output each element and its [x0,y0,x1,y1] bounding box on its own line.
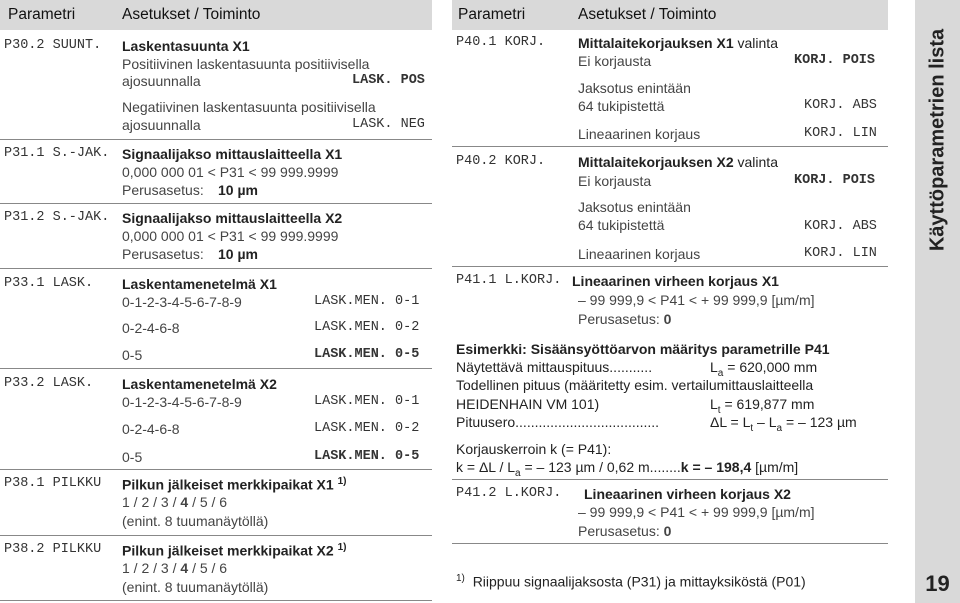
divider [0,535,432,536]
p31-2-title: Signaalijakso mittauslaitteella X2 [122,210,343,226]
p40-2-opt3: Lineaarinen korjaus [578,246,701,262]
p41-2-default: Perusasetus: 0 [578,523,672,539]
example-line-2: Todellinen pituus (määritetty esim. vertailumittauslaitteella [456,377,814,393]
example-title: Esimerkki: Sisäänsyöttöarvon määritys parametrille P41 [456,341,830,357]
p31-2-range: 0,000 000 01 < P31 < 99 999.9999 [122,228,339,244]
page-number: 19 [925,571,950,596]
p33-1-opt1: 0-1-2-3-4-5-6-7-8-9 [122,294,242,310]
example-line-3-value: $L_t = 619,877$ mm [710,396,815,416]
right-header-param: Parametri [458,6,526,23]
example-line-3: HEIDENHAIN VM 101) [456,396,600,412]
p40-2-val3: KORJ. LIN [804,246,877,261]
p33-2-val3: LASK.MEN. 0-5 [314,449,420,464]
example-line-5: Korjauskerroin k (= P41): [456,441,612,457]
p40-2-opt2b: 64 tukipistettä [578,217,665,233]
p33-1-val2: LASK.MEN. 0-2 [314,320,420,335]
footnote-text: Riippuu signaalijaksosta (P31) ja mittayksiköstä (P01) [472,573,806,590]
divider [452,543,888,544]
p38-2-title: Pilkun jälkeiset merkkipaikat X2 $^{1)}$ [122,542,347,559]
p40-1-opt2a: Jaksotus enintään [578,80,691,96]
p33-2-opt1: 0-1-2-3-4-5-6-7-8-9 [122,394,242,410]
left-header-settings: Asetukset / Toiminto [122,6,261,23]
p30-pos-text2: ajosuunnalla [122,73,201,89]
p40-1-opt1: Ei korjausta [578,53,652,69]
p33-1-opt2: 0-2-4-6-8 [122,320,180,336]
p33-1-val3: LASK.MEN. 0-5 [314,347,420,362]
example-line-1-value: $L_a = 620,000$ mm [710,359,818,379]
footnote-mark: 1) [456,573,465,584]
divider [452,266,888,267]
right-header-settings: Asetukset / Toiminto [578,6,717,23]
example-line-4-value: $\Delta L = L_t - L_a$ = – 123 µm [710,414,857,434]
p40-1-code: P40.1 KORJ. [456,35,546,50]
p31-1-title: Signaalijakso mittauslaitteella X1 [122,146,343,162]
p38-2-code: P38.2 PILKKU [4,542,102,557]
p40-2-title: Mittalaitekorjauksen X2 valinta [578,154,778,170]
left-header-param: Parametri [8,6,76,23]
p33-2-opt3: 0-5 [122,449,143,465]
p30-neg-value: LASK. NEG [352,117,425,132]
p31-1-code: P31.1 S.-JAK. [4,146,110,161]
p30-neg-text1: Negatiivinen laskentasuunta positiivisella [122,99,376,115]
p40-1-title: Mittalaitekorjauksen X1 valinta [578,35,778,51]
p41-1-code: P41.1 L.KORJ. [456,273,562,288]
chapter-sidebar [915,0,960,603]
p30-code: P30.2 SUUNT. [4,38,102,53]
p40-2-code: P40.2 KORJ. [456,154,546,169]
p40-1-val3: KORJ. LIN [804,126,877,141]
p33-1-code: P33.1 LASK. [4,276,94,291]
p40-2-val1: KORJ. POIS [794,173,876,188]
divider [0,203,432,204]
p40-1-opt3: Lineaarinen korjaus [578,126,701,142]
p41-1-title: Lineaarinen virheen korjaus X1 [572,273,779,289]
p33-2-opt2: 0-2-4-6-8 [122,421,180,437]
p40-1-opt2b: 64 tukipistettä [578,98,665,114]
p33-1-val1: LASK.MEN. 0-1 [314,294,420,309]
example-line-4: Pituusero..................................... [456,414,660,430]
p41-1-range: – 99 999,9 < P41 < + 99 999,9 [µm/m] [578,292,815,308]
divider [0,268,432,269]
p41-1-default: Perusasetus: 0 [578,311,672,327]
p31-2-code: P31.2 S.-JAK. [4,210,110,225]
left-table-header [0,0,432,30]
example-line-1: Näytettävä mittauspituus........... [456,359,653,375]
p38-1-title: Pilkun jälkeiset merkkipaikat X1 $^{1)}$ [122,476,347,493]
p33-2-val1: LASK.MEN. 0-1 [314,394,420,409]
chapter-title: Käyttöparametrien lista [926,28,948,252]
p33-1-title: Laskentamenetelmä X1 [122,276,277,292]
divider [0,600,432,601]
p33-1-opt3: 0-5 [122,347,143,363]
p30-pos-text1: Positiivinen laskentasuunta positiivisella [122,56,370,72]
p38-1-note: (enint. 8 tuumanäytöllä) [122,513,269,529]
p40-2-val2: KORJ. ABS [804,219,877,234]
p41-2-code: P41.2 L.KORJ. [456,486,562,501]
p31-2-default-value: 10 µm [218,246,258,262]
p38-2-options: 1 / 2 / 3 / 4 / 5 / 6 [122,560,228,576]
divider [452,146,888,147]
p33-2-code: P33.2 LASK. [4,376,94,391]
p38-2-note: (enint. 8 tuumanäytöllä) [122,579,269,595]
divider [452,479,888,480]
p33-2-title: Laskentamenetelmä X2 [122,376,277,392]
p31-2-default-label: Perusasetus: [122,246,204,262]
p31-1-default-value: 10 µm [218,182,258,198]
p30-pos-value: LASK. POS [352,73,425,88]
p38-1-code: P38.1 PILKKU [4,476,102,491]
right-table-header [452,0,888,30]
p40-2-opt2a: Jaksotus enintään [578,199,691,215]
example-line-6: $k = \Delta L / L_a$ = – 123 µm / 0,62 m........k = – 198,4 [µm/m] [456,459,799,479]
p41-2-range: – 99 999,9 < P41 < + 99 999,9 [µm/m] [578,504,815,520]
p31-1-default-label: Perusasetus: [122,182,204,198]
divider [0,469,432,470]
p40-2-opt1: Ei korjausta [578,173,652,189]
p30-title: Laskentasuunta X1 [122,38,250,54]
p38-1-options: 1 / 2 / 3 / 4 / 5 / 6 [122,494,228,510]
p30-neg-text2: ajosuunnalla [122,117,201,133]
footnote-ref: 1) [337,476,347,487]
footnote [456,573,806,590]
p41-2-title: Lineaarinen virheen korjaus X2 [584,486,791,502]
divider [0,368,432,369]
p31-1-range: 0,000 000 01 < P31 < 99 999.9999 [122,164,339,180]
divider [0,139,432,140]
p33-2-val2: LASK.MEN. 0-2 [314,421,420,436]
p40-1-val2: KORJ. ABS [804,98,877,113]
footnote-ref: 1) [337,542,347,553]
p40-1-val1: KORJ. POIS [794,53,876,68]
